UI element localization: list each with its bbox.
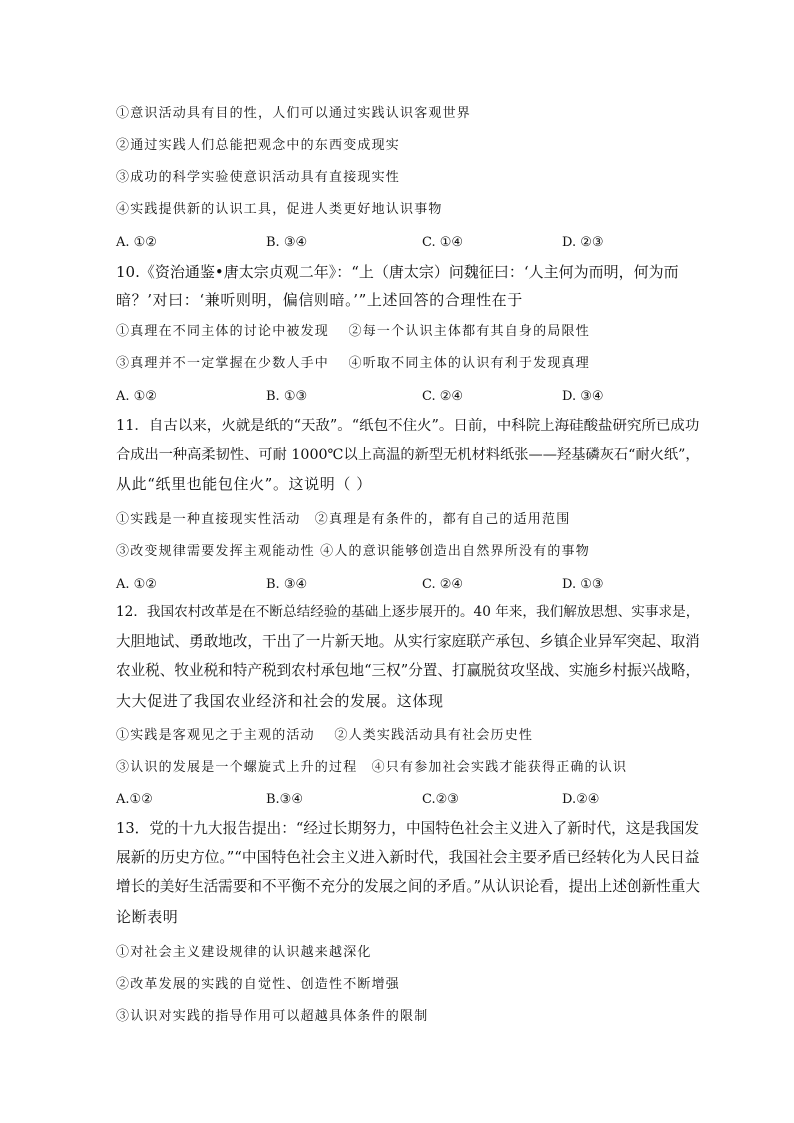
q13-stem-line-3: 增长的美好生活需要和不平衡不充分的发展之间的矛盾。”从认识论看，提出上述创新性重大: [116, 878, 700, 895]
q10-option-c: C. ②④: [422, 389, 464, 404]
q11-options: [116, 577, 676, 593]
q13-stem-line-2: 展新的历史方位。”“中国特色社会主义进入新时代，我国社会主要矛盾已经转化为人民日益: [116, 849, 700, 866]
q11-stem-line-3: 从此“纸里也能包住火”。这说明（ ）: [116, 475, 372, 493]
q13-statement-2: ②改革发展的实践的自觉性、创造性不断增强: [116, 977, 401, 992]
q12-option-d: D.②④: [562, 792, 600, 807]
q10-option-a: A. ①②: [116, 389, 157, 404]
q9-option-a: A. ①②: [116, 235, 157, 250]
q11-option-c: C. ②④: [422, 577, 464, 592]
q10-options: [116, 389, 676, 405]
q12-statement-row-1: ①实践是客观见之于主观的活动 ②人类实践活动具有社会历史性: [116, 728, 534, 743]
q9-options: [116, 235, 676, 251]
q10-option-b: B. ①③: [266, 389, 308, 404]
q11-stem-line-2: 合成出一种高柔韧性、可耐 1000℃以上高温的新型无机材料纸张——羟基磷灰石“耐火纸”，: [116, 447, 700, 463]
q12-option-b: B.③④: [266, 792, 303, 807]
q11-stem-line-1: 11．自古以来，火就是纸的“天敌”。“纸包不住火”。日前，中科院上海硅酸盐研究所已成功: [116, 418, 700, 434]
q12-option-a: A.①②: [116, 792, 153, 807]
q12-options: [116, 792, 676, 808]
q11-statement-row-2: ③改变规律需要发挥主观能动性 ④人的意识能够创造出自然界所没有的事物: [116, 544, 590, 559]
q13-statement-1: ①对社会主义建设规律的认识越来越深化: [116, 945, 372, 960]
q12-stem-line-1: 12．我国农村改革是在不断总结经验的基础上逐步展开的。40 年来，我们解放思想、实事求是，: [116, 604, 700, 620]
q9-statement-4: ④实践提供新的认识工具，促进人类更好地认识事物: [116, 202, 443, 217]
q13-stem-line-1: 13．党的十九大报告提出：“经过长期努力，中国特色社会主义进入了新时代，这是我国发: [116, 820, 700, 837]
q10-statement-row-1: ①真理在不同主体的讨论中被发现 ②每一个认识主体都有其自身的局限性: [116, 324, 590, 339]
q12-stem-line-3: 农业税、牧业税和特产税到农村承包地“三权”分置、打赢脱贫攻坚战、实施乡村振兴战略，: [116, 662, 701, 679]
q9-statement-3: ③成功的科学实验使意识活动具有直接现实性: [116, 170, 401, 185]
q10-statement-row-2: ③真理并不一定掌握在少数人手中 ④听取不同主体的认识有利于发现真理: [116, 356, 590, 371]
q12-statement-row-2: ③认识的发展是一个螺旋式上升的过程 ④只有参加社会实践才能获得正确的认识: [116, 760, 628, 775]
q13-stem-line-4: 论断表明: [116, 908, 179, 926]
q11-option-b: B. ③④: [266, 577, 308, 592]
q12-option-c: C.②③: [422, 792, 459, 807]
q11-option-d: D. ①③: [562, 577, 604, 592]
q11-statement-row-1: ①实践是一种直接现实性活动 ②真理是有条件的，都有自己的适用范围: [116, 512, 571, 527]
q13-statement-3: ③认识对实践的指导作用可以超越具体条件的限制: [116, 1009, 429, 1024]
q11-option-a: A. ①②: [116, 577, 157, 592]
q12-stem-line-4: 大大促进了我国农业经济和社会的发展。这体现: [116, 692, 444, 710]
q9-statement-2: ②通过实践人们总能把观念中的东西变成现实: [116, 138, 401, 153]
q10-stem-line-1: 10.《资治通鉴•唐太宗贞观二年》：“上（唐太宗）问魏征曰：‘人主何为而明，何为而: [116, 263, 679, 281]
q9-statement-1: ①意识活动具有目的性，人们可以通过实践认识客观世界: [116, 106, 472, 121]
q12-stem-line-2: 大胆地试、勇敢地改，干出了一片新天地。从实行家庭联产承包、乡镇企业异军突起、取消: [116, 633, 700, 650]
q10-option-d: D. ③④: [562, 389, 604, 404]
q10-stem-line-2: 暗？’对曰：‘兼听则明，偏信则暗。’”上述回答的合理性在于: [116, 291, 523, 309]
q9-option-b: B. ③④: [266, 235, 308, 250]
q9-option-d: D. ②③: [562, 235, 604, 250]
q9-option-c: C. ①④: [422, 235, 464, 250]
